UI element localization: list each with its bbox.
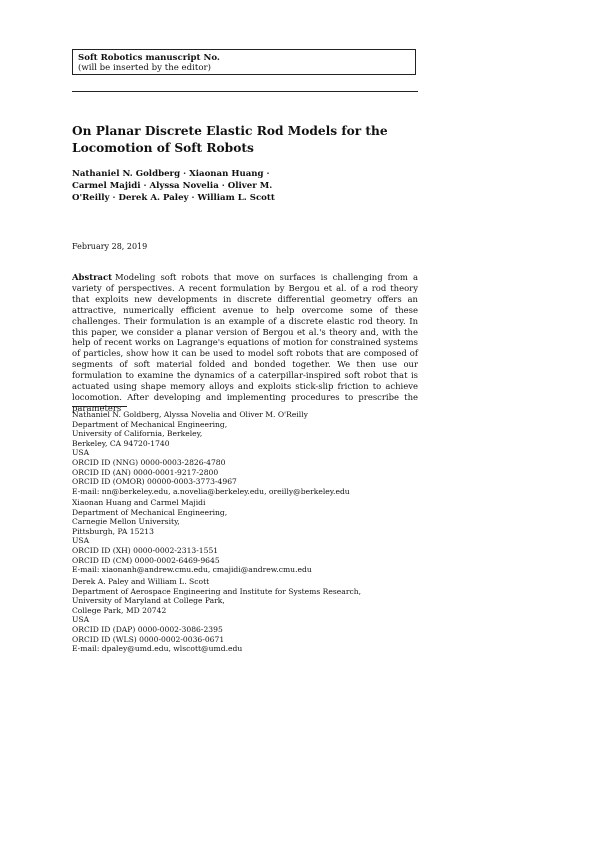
- affiliation-line: Department of Mechanical Engineering,: [72, 419, 228, 429]
- abstract-text: Modeling soft robots that move on surfaces is challenging from a variety of perspectives. A recent formulation by Bergou et al. of a rod theory that exploits new developments in discrete differential geometry offers an attractive, numerically efficient avenue to help overcome some of these challenges. Their formulation is an example of a discrete elastic rod theory. In this paper, we consider a planar version of Bergou et al.'s theory and, with the help of recent works on Lagrange's equations of motion for constrained systems of particles, show how it can be used to model soft robots that are composed of segments of soft material folded and bonded together. We then use our formulation to examine the dynamics of a caterpillar-inspired soft robot that is actuated using shape memory alloys and exploits stick-slip friction to achieve locomotion. After developing and implementing procedures to prescribe the parameters: [72, 272, 418, 413]
- editor-note: (will be inserted by the editor): [78, 63, 211, 74]
- paper-title: On Planar Discrete Elastic Rod Models for the Locomotion of Soft Robots: [72, 124, 388, 155]
- paper-date: February 28, 2019: [72, 242, 148, 251]
- affiliation-email: E-mail: nn@berkeley.edu, a.novelia@berkeley.edu, oreilly@berkeley.edu: [72, 486, 350, 496]
- affiliation-line: University of California, Berkeley,: [72, 429, 203, 439]
- affiliation-line: ORCID ID (WLS) 0000-0002-0036-0671: [72, 634, 225, 644]
- affiliation-line: USA: [72, 448, 90, 458]
- affiliation-line: Berkeley, CA 94720-1740: [72, 438, 170, 448]
- affiliation-line: Nathaniel N. Goldberg, Alyssa Novelia and Oliver M. O'Reilly: [72, 410, 308, 419]
- affiliation-block: [72, 498, 422, 575]
- affiliation-line: Department of Aerospace Engineering and Institute for Systems Research,: [72, 586, 362, 596]
- affiliation-email: E-mail: xiaonanh@andrew.cmu.edu, cmajidi@andrew.cmu.edu: [72, 565, 312, 575]
- header-rule: [72, 91, 418, 92]
- affiliation-line: ORCID ID (DAP) 0000-0002-3086-2395: [72, 624, 223, 634]
- abstract: [72, 272, 418, 414]
- affiliation-email: E-mail: dpaley@umd.edu, wlscott@umd.edu: [72, 644, 243, 654]
- affiliation-line: Xiaonan Huang and Carmel Majidi: [72, 498, 206, 507]
- author-list: [72, 168, 332, 205]
- affiliation-line: ORCID ID (OMOR) 00000-0003-3773-4967: [72, 477, 237, 487]
- affiliation-line: University of Maryland at College Park,: [72, 596, 225, 606]
- affiliation-line: Carnegie Mellon University,: [72, 517, 180, 527]
- affiliation-line: ORCID ID (NNG) 0000-0003-2826-4780: [72, 457, 226, 467]
- affiliation-line: ORCID ID (XH) 0000-0002-2313-1551: [72, 545, 219, 555]
- abstract-heading: Abstract: [72, 272, 113, 282]
- affiliation-line: Derek A. Paley and William L. Scott: [72, 577, 210, 586]
- affiliation-block: [72, 410, 422, 496]
- affiliation-block: [72, 577, 422, 654]
- affiliation-line: USA: [72, 615, 90, 625]
- affiliation-line: Department of Mechanical Engineering,: [72, 507, 228, 517]
- affiliation-line: College Park, MD 20742: [72, 605, 167, 615]
- journal-name: Soft Robotics manuscript No.: [78, 53, 220, 63]
- footnote-rule: [72, 406, 127, 407]
- affiliation-line: ORCID ID (CM) 0000-0002-6469-9645: [72, 555, 220, 565]
- author-line: Nathaniel N. Goldberg · Xiaonan Huang ·: [72, 169, 270, 179]
- author-line: Carmel Majidi · Alyssa Novelia · Oliver M.: [72, 181, 273, 192]
- affiliation-line: Pittsburgh, PA 15213: [72, 526, 154, 536]
- author-line: O'Reilly · Derek A. Paley · William L. Scott: [72, 193, 275, 204]
- manuscript-info-box: [72, 49, 416, 75]
- affiliation-line: ORCID ID (AN) 0000-0001-9217-2800: [72, 467, 219, 477]
- affiliation-line: USA: [72, 536, 90, 546]
